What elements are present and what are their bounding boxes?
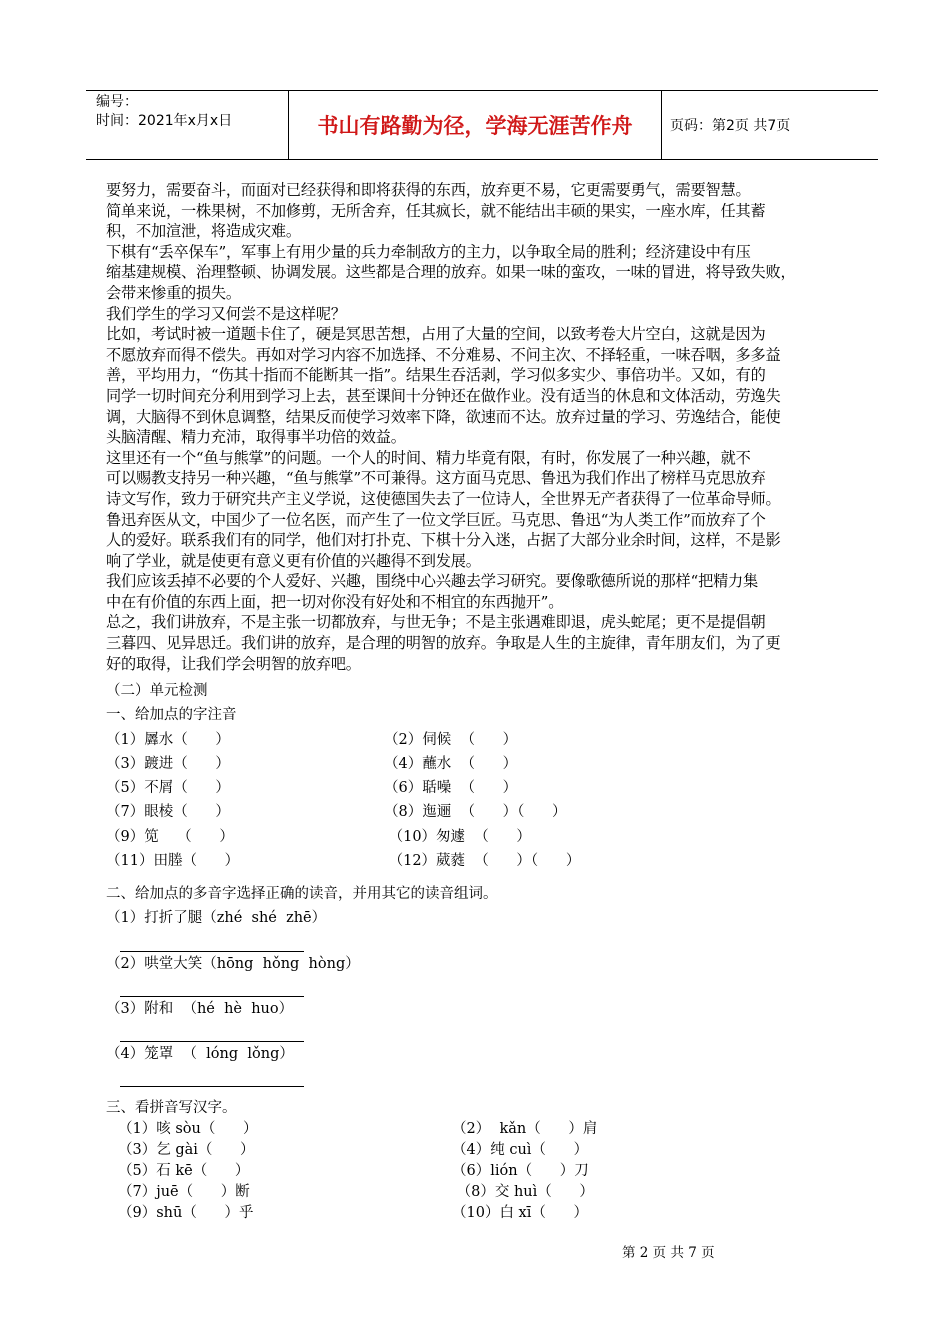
q1-item: （2）伺候 （ ）: [384, 731, 518, 748]
answer-line: [120, 976, 304, 997]
text-line: 这里还有一个“鱼与熊掌”的问题。一个人的时间、精力毕竟有限，有时，你发展了一种兴趣，就不: [106, 448, 751, 467]
q2-title: 二、给加点的多音字选择正确的读音，并用其它的读音组词。: [106, 886, 498, 902]
text-line: 要努力，需要奋斗，而面对已经获得和即将获得的东西，放弃更不易，它更需要勇气，需要智慧。: [106, 181, 751, 199]
header-page-number: 页码：第2页 共7页: [670, 118, 791, 134]
text-line: 好的取得，让我们学会明智的放弃吧。: [106, 654, 361, 673]
q3-item: （3）乞 gài（ ）: [118, 1142, 255, 1158]
answer-line: [120, 931, 304, 952]
q3-item: （9）shū（ ）乎: [118, 1205, 254, 1221]
text-line: 同学一切时间充分利用到学习上去，甚至课间十分钟还在做作业。没有适当的休息和文体活动，劳逸失: [106, 386, 781, 405]
q3-item: （7）juē（ ）断: [118, 1184, 250, 1200]
text-line: 鲁迅弃医从文，中国少了一位名医，而产生了一位文学巨匠。马克思、鲁迅“为人类工作”而放弃了个: [106, 510, 766, 529]
page-header: [86, 90, 878, 160]
q1-item: （9）笕 （ ）: [106, 828, 234, 845]
text-line: 简单来说，一株果树，不加修剪，无所舍弃，任其疯长，就不能结出丰硕的果实，一座水库，任其蓄: [106, 201, 766, 220]
essay-body: [106, 180, 866, 674]
doc-number: 编号：: [96, 94, 138, 110]
q1-item: （12）葳蕤 （ ）（ ）: [384, 853, 581, 870]
text-line: 头脑清醒、精力充沛，取得事半功倍的效益。: [106, 428, 406, 447]
q1-item: （3）踱进（ ）: [106, 755, 230, 772]
text-line: 我们应该丢掉不必要的个人爱好、兴趣，围绕中心兴趣去学习研究。要像歌德所说的那样“把精力集: [106, 572, 759, 591]
text-line: 调，大脑得不到休息调整，结果反而使学习效率下降，欲速而不达。放弃过量的学习、劳逸结合，能使: [106, 407, 781, 426]
text-line: 中在有价值的东西上面，把一切对你没有好处和不相宜的东西抛开”。: [106, 592, 564, 611]
q2-item: （1）打折了腿（zhé shé zhē）: [106, 910, 327, 927]
text-line: 会带来惨重的损失。: [106, 283, 241, 302]
text-line: 响了学业，就是使更有意义更有价值的兴趣得不到发展。: [106, 551, 481, 570]
q1-item: （11）田塍（ ）: [106, 853, 240, 870]
text-line: 积，不加渲泄，将造成灾难。: [106, 222, 301, 241]
text-line: 总之，我们讲放弃，不是主张一切都放弃，与世无争；不是主张遇难即退，虎头蛇尾；更不是提倡朝: [106, 613, 766, 632]
unit-test-q2: [106, 882, 498, 1087]
q3-item: （1）咳 sòu（ ）: [118, 1121, 258, 1137]
q3-item: （2） kǎn（ ）肩: [452, 1121, 598, 1137]
unit-test-heading: （二）单元检测: [106, 683, 208, 699]
header-motto: 书山有路勤为径，学海无涯苦作舟: [288, 91, 662, 159]
q1-item: （6）聒噪 （ ）: [384, 780, 518, 797]
q1-item: （7）眼棱（ ）: [106, 804, 230, 821]
text-line: 可以赐教支持另一种兴趣，“鱼与熊掌”不可兼得。这方面马克思、鲁迅为我们作出了榜样马克思放弃: [106, 469, 766, 488]
text-line: 缩基建规模、治理整顿、协调发展。这些都是合理的放弃。如果一味的蛮攻，一味的冒进，将导致失败，: [106, 263, 796, 282]
doc-time: 时间：2021年x月x日: [96, 113, 233, 129]
page-footer: 第 2 页 共 7 页: [622, 1245, 715, 1261]
text-line: 三暮四、见异思迁。我们讲的放弃，是合理的明智的放弃。争取是人生的主旋律，青年朋友们，为了更: [106, 634, 781, 653]
q3-item: （8）交 huì（ ）: [452, 1184, 594, 1200]
answer-line: [120, 1066, 304, 1087]
answer-line: [120, 1021, 304, 1042]
text-line: 人的爱好。联系我们有的同学，他们对打扑克、下棋十分入迷，占据了大部分业余时间，这样，不是影: [106, 531, 781, 550]
q3-title: 三、看拼音写汉字。: [106, 1100, 237, 1116]
header-meta: [96, 93, 288, 157]
q1-item: （10）匆遽 （ ）: [384, 828, 531, 845]
q1-item: （5）不屑（ ）: [106, 780, 230, 797]
text-line: 不愿放弃而得不偿失。再如对学习内容不加选择、不分难易、不问主次、不择轻重，一味吞咽，多多益: [106, 345, 781, 364]
q3-item: （10）白 xī（ ）: [452, 1205, 589, 1221]
q1-item: （1）羼水（ ）: [106, 731, 230, 748]
text-line: 诗文写作，致力于研究共产主义学说，这使德国失去了一位诗人，全世界无产者获得了一位革命导师。: [106, 489, 781, 508]
q3-item: （6）lión（ ）刀: [452, 1163, 589, 1179]
text-line: 善，平均用力，“伤其十指而不能断其一指”。结果生吞活剥，学习似多实少、事倍功半。又如，有的: [106, 366, 766, 385]
q2-item: （3）附和 （hé hè huo）: [106, 1000, 294, 1017]
q3-item: （4）纯 cuì（ ）: [452, 1142, 589, 1158]
q1-title: 一、给加点的字注音: [106, 707, 237, 724]
q2-item: （2）哄堂大笑（hōng hǒng hòng）: [106, 955, 360, 972]
q1-item: （4）蘸水 （ ）: [384, 755, 518, 772]
q2-item: （4）笼罩 （ lóng lǒng）: [106, 1046, 294, 1063]
text-line: 我们学生的学习又何尝不是这样呢？: [106, 304, 346, 323]
text-line: 下棋有“丢卒保车”，军事上有用少量的兵力牵制敌方的主力，以争取全局的胜利；经济建设中有压: [106, 242, 751, 261]
q3-item: （5）石 kē（ ）: [118, 1163, 250, 1179]
text-line: 比如，考试时被一道题卡住了，硬是冥思苦想，占用了大量的空间，以致考卷大片空白，这就是因为: [106, 325, 766, 344]
q1-item: （8）迤逦 （ ）（ ）: [384, 804, 567, 821]
